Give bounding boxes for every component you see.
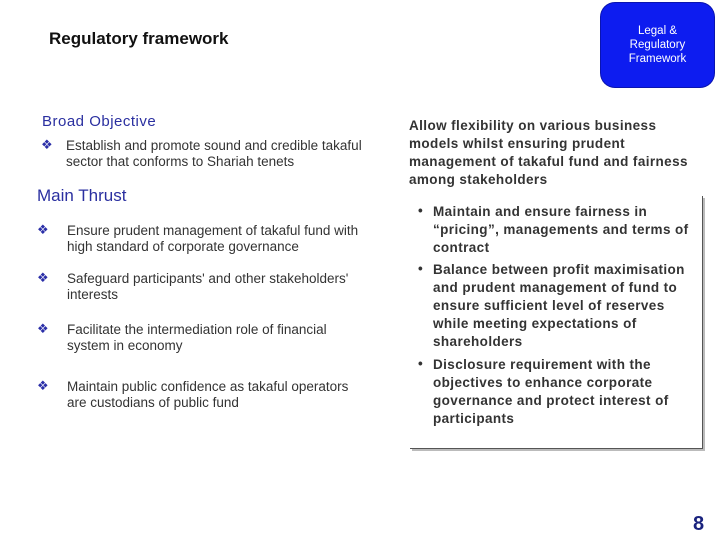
- right-panel-bullet: Balance between profit maximisation and prudent management of fund to ensure sufficient level of reserves while meeting expectations of shareholders: [433, 262, 685, 349]
- page-number: 8: [693, 513, 705, 535]
- bullet-dot-icon: •: [418, 203, 423, 218]
- badge-label: Legal & Regulatory Framework: [628, 25, 687, 65]
- main-thrust-item: Ensure prudent management of takaful fund with high standard of corporate governance: [67, 223, 359, 254]
- diamond-bullet-icon: ❖: [37, 270, 49, 285]
- main-thrust-item: Safeguard participants' and other stakeholders' interests: [67, 271, 349, 302]
- main-thrust-item: Maintain public confidence as takaful operators are custodians of public fund: [67, 379, 349, 410]
- diamond-bullet-icon: ❖: [37, 321, 49, 336]
- diamond-bullet-icon: ❖: [37, 222, 49, 237]
- main-thrust-heading: Main Thrust: [37, 186, 127, 205]
- legal-regulatory-badge: [601, 3, 714, 87]
- broad-objective-item: Establish and promote sound and credible takaful sector that conforms to Shariah tenets: [66, 138, 362, 169]
- diamond-bullet-icon: ❖: [37, 378, 49, 393]
- bullet-dot-icon: •: [418, 356, 423, 371]
- slide-title: Regulatory framework: [49, 29, 229, 48]
- diamond-bullet-icon: ❖: [41, 137, 53, 152]
- main-thrust-item: Facilitate the intermediation role of financial system in economy: [67, 322, 327, 353]
- broad-objective-heading: Broad Objective: [42, 113, 157, 130]
- right-panel-intro: Allow flexibility on various business models whilst ensuring prudent management of takaful fund and fairness among stakeholders: [409, 118, 688, 187]
- right-panel-bullet: Disclosure requirement with the objectives to enhance corporate governance and protect interest of participants: [433, 357, 669, 426]
- bullet-dot-icon: •: [418, 261, 423, 276]
- right-panel-bullet: Maintain and ensure fairness in “pricing”, managements and terms of contract: [433, 204, 689, 255]
